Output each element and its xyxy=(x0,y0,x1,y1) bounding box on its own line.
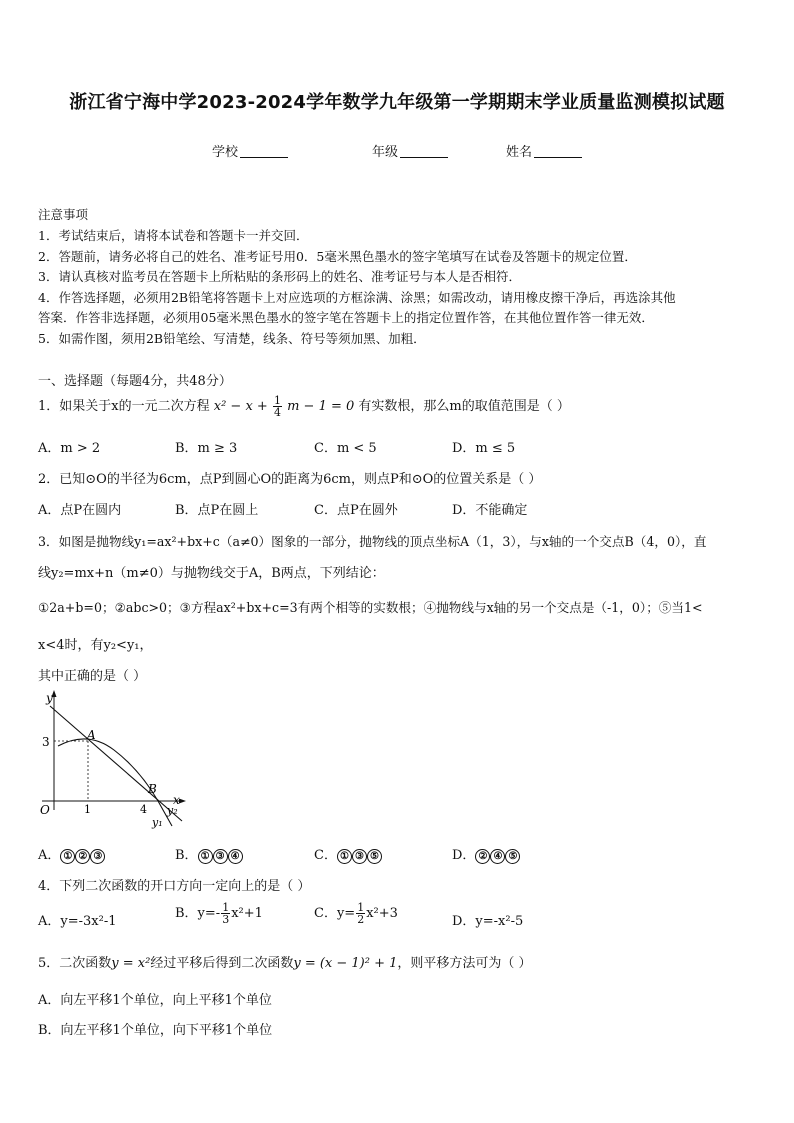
q4-c-suffix: x²+3 xyxy=(366,906,398,921)
q1-option-c: C．m < 5 xyxy=(314,441,377,456)
q1-prefix: 1．如果关于x的一元二次方程 xyxy=(38,399,210,414)
q3-b-mark-2: ③ xyxy=(213,849,228,864)
question-3-line-2: 线y₂=mx+n（m≠0）与抛物线交于A，B两点，下列结论： xyxy=(38,566,385,581)
graph-tick-3: 3 xyxy=(42,735,50,749)
q4-b-den: 3 xyxy=(222,913,230,926)
graph-origin-label: O xyxy=(40,803,50,817)
notice-item-1: 1．考试结束后，请将本试卷和答题卡一并交回． xyxy=(38,228,309,243)
q1-option-a: A．m > 2 xyxy=(38,441,101,456)
q3-b-mark-1: ① xyxy=(198,849,213,864)
q4-b-prefix: B．y=- xyxy=(175,906,221,921)
question-2: 2．已知⊙O的半径为6cm，点P到圆心O的距离为6cm，则点P和⊙O的位置关系是（ ） xyxy=(38,472,542,487)
q3-parabola-graph xyxy=(36,688,186,830)
q3-a-mark-3: ③ xyxy=(90,849,105,864)
q3-option-d-letter: D． xyxy=(452,848,476,863)
q3-c-mark-1: ① xyxy=(337,849,352,864)
school-field xyxy=(212,141,288,160)
graph-point-a: A xyxy=(87,728,96,742)
q1-frac-den: 4 xyxy=(273,406,281,419)
q4-b-num: 1 xyxy=(222,901,230,914)
q1-option-d: D．m ≤ 5 xyxy=(452,441,516,456)
q3-a-mark-1: ① xyxy=(60,849,75,864)
graph-y1-label: y₁ xyxy=(152,816,163,829)
q3-d-mark-3: ⑤ xyxy=(505,849,520,864)
question-1 xyxy=(38,395,570,418)
q3-d-mark-1: ② xyxy=(475,849,490,864)
q4-c-prefix: C．y= xyxy=(314,906,356,921)
notice-item-5: 5．如需作图，须用2B铅笔绘、写清楚，线条、符号等须加黑、加粗． xyxy=(38,331,426,346)
q4-option-b xyxy=(175,902,263,925)
q5-option-a: A．向左平移1个单位，向上平移1个单位 xyxy=(38,993,272,1008)
q3-c-mark-2: ③ xyxy=(352,849,367,864)
q3-option-c xyxy=(314,844,382,864)
school-label: 学校 xyxy=(212,145,239,160)
q3-d-mark-2: ④ xyxy=(490,849,505,864)
exam-title: 浙江省宁海中学2023-2024学年数学九年级第一学期期末学业质量监测模拟试题 xyxy=(69,92,725,113)
q3-c-mark-3: ⑤ xyxy=(367,849,382,864)
q5-option-b: B．向左平移1个单位，向下平移1个单位 xyxy=(38,1023,273,1038)
graph-tick-1: 1 xyxy=(84,803,91,816)
q3-option-b xyxy=(175,844,243,864)
notice-item-3: 3．请认真核对监考员在答题卡上所粘贴的条形码上的姓名、准考证号与本人是否相符． xyxy=(38,269,521,284)
q1-eq-b: m − 1 = 0 xyxy=(287,399,355,414)
q2-option-d: D．不能确定 xyxy=(452,503,528,518)
grade-field xyxy=(372,141,448,160)
notice-heading: 注意事项 xyxy=(38,207,89,222)
q4-option-a: A．y=-3x²-1 xyxy=(38,914,117,929)
notice-item-4: 4．作答选择题，必须用2B铅笔将答题卡上对应选项的方框涂满、涂黑；如需改动，请用橡皮擦干净后，再选涂其他 xyxy=(38,290,676,305)
question-3-line-1: 3．如图是抛物线y₁=ax²+bx+c（a≠0）图象的一部分，抛物线的顶点坐标A（1，3），与x轴的一个交点B（4，0），直 xyxy=(38,534,707,549)
graph-y2-label: y₂ xyxy=(167,804,178,817)
q3-b-mark-3: ④ xyxy=(228,849,243,864)
name-field xyxy=(506,141,582,160)
name-label: 姓名 xyxy=(506,145,533,160)
section-heading: 一、选择题（每题4分，共48分） xyxy=(38,374,232,389)
school-blank xyxy=(240,145,288,158)
q4-option-c xyxy=(314,902,398,925)
q5-eq2: y = (x − 1)² + 1 xyxy=(293,956,398,971)
question-3-line-4: x<4时，有y₂<y₁， xyxy=(38,638,153,653)
question-4: 4．下列二次函数的开口方向一定向上的是（ ） xyxy=(38,879,311,894)
q2-option-c: C．点P在圆外 xyxy=(314,503,398,518)
q4-c-fraction xyxy=(356,902,365,925)
q3-option-a-letter: A． xyxy=(38,848,61,863)
notice-item-4-cont: 答案．作答非选择题，必须用05毫米黑色墨水的签字笔在答题卡上的指定位置作答，在其他位置作答一律无效． xyxy=(38,310,654,325)
q1-fraction xyxy=(273,395,282,418)
question-5 xyxy=(38,952,532,971)
q5-prefix: 5．二次函数 xyxy=(38,956,112,971)
q3-option-d xyxy=(452,844,520,864)
q1-suffix: 有实数根，那么m的取值范围是（ ） xyxy=(358,399,570,414)
grade-blank xyxy=(400,145,448,158)
q3-option-a xyxy=(38,844,105,864)
q2-option-a: A．点P在圆内 xyxy=(38,503,122,518)
question-3-line-5: 其中正确的是（ ） xyxy=(38,669,147,684)
graph-line-y2 xyxy=(50,706,182,821)
graph-point-b: B xyxy=(148,782,157,796)
q1-option-b: B．m ≥ 3 xyxy=(175,441,238,456)
notice-item-2: 2．答题前，请务必将自己的姓名、准考证号用0．5毫米黑色墨水的签字笔填写在试卷及答题卡的规定位置． xyxy=(38,249,637,264)
graph-x-arrow xyxy=(179,799,186,804)
q1-frac-num: 1 xyxy=(273,394,281,407)
q4-b-fraction xyxy=(221,902,230,925)
q5-eq1: y = x² xyxy=(111,956,151,971)
question-3-line-3: ①2a+b=0；②abc>0；③方程ax²+bx+c=3有两个相等的实数根；④抛物线与x轴的另一个交点是（-1，0）；⑤当1< xyxy=(38,600,703,615)
q5-mid: 经过平移后得到二次函数 xyxy=(150,956,294,971)
q4-option-d: D．y=-x²-5 xyxy=(452,914,524,929)
q4-b-suffix: x²+1 xyxy=(231,906,263,921)
graph-tick-4: 4 xyxy=(140,803,147,816)
name-blank xyxy=(534,145,582,158)
q2-option-b: B．点P在圆上 xyxy=(175,503,259,518)
grade-label: 年级 xyxy=(372,145,399,160)
q4-c-num: 1 xyxy=(357,901,365,914)
q3-option-c-letter: C． xyxy=(314,848,337,863)
q1-eq-a: x² − x + xyxy=(213,399,268,414)
graph-y-label: y xyxy=(46,691,53,705)
graph-x-label: x xyxy=(173,793,180,807)
q5-suffix: ，则平移方法可为（ ） xyxy=(397,956,532,971)
q4-c-den: 2 xyxy=(357,913,365,926)
q3-option-b-letter: B． xyxy=(175,848,198,863)
q3-a-mark-2: ② xyxy=(75,849,90,864)
